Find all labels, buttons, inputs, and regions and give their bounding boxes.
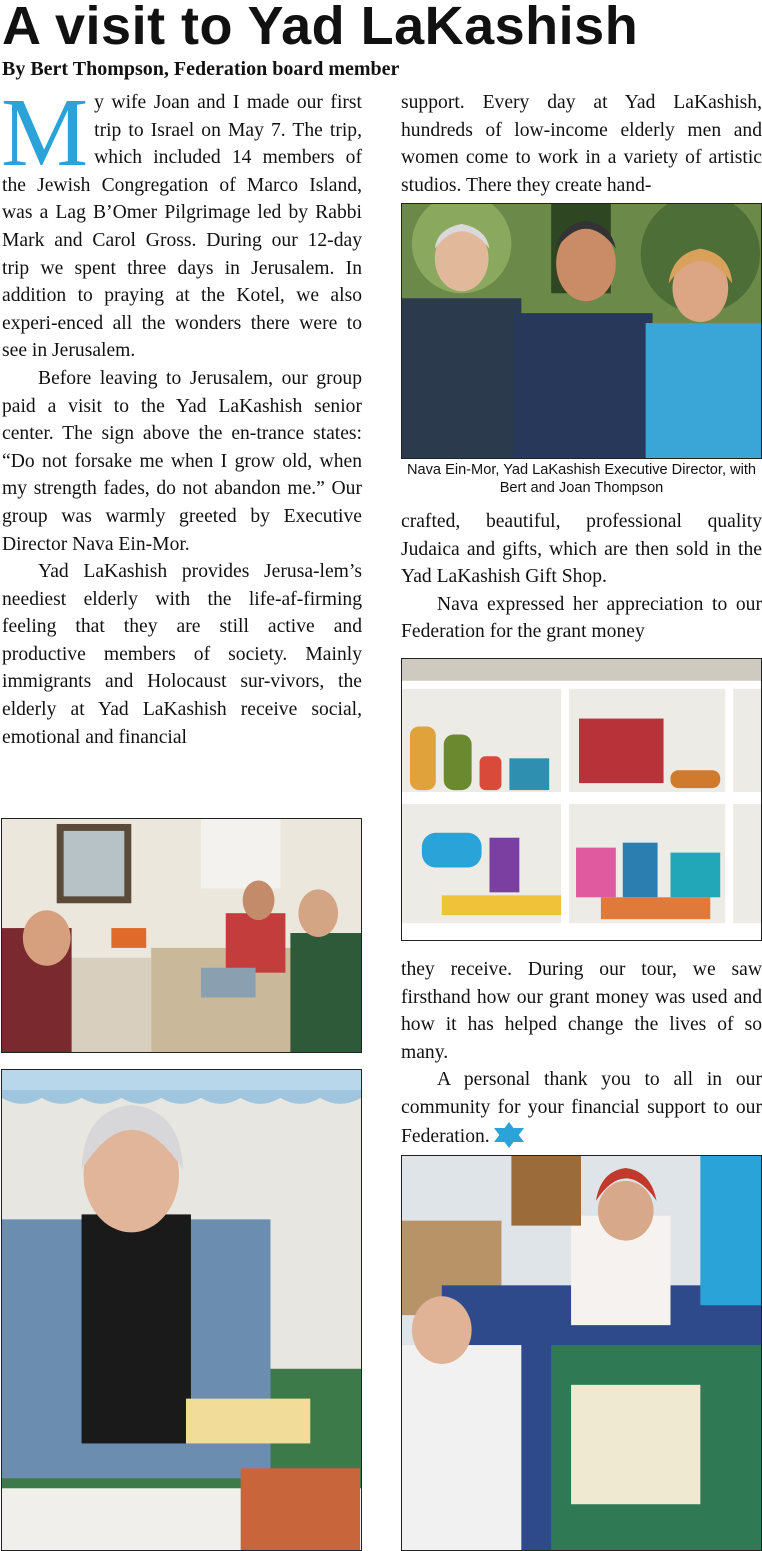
star-of-david-icon (492, 1122, 526, 1148)
paragraph-5 (401, 1066, 762, 1150)
column-2-text-bottom (401, 956, 762, 1150)
photo-woman-crafting (1, 1069, 362, 1551)
paragraph-2: Before leaving to Jerusalem, our group paid a visit to the Yad LaKashish senior center. The sign above the en-trance states: “Do not forsake me when I grow old, when my strength fades, do not abandon me.” Our group was warmly greeted by Executive Director Nava Ein-Mor. (2, 367, 362, 555)
photo-gift-shelves (401, 658, 762, 941)
paragraph-5-body: A personal thank you to all in our community for your financial support to our Federation. (401, 1069, 762, 1147)
paragraph-4: Nava expressed her appreciation to our Federation for the grant money (401, 593, 762, 643)
photo-workshop-table (1, 818, 362, 1053)
paragraph-3-continued-2: crafted, beautiful, professional quality Judaica and gifts, which are then sold in the Yad LaKashish Gift Shop. (401, 511, 762, 588)
photo-thompsons-with-nava (401, 203, 762, 459)
article-byline: By Bert Thompson, Federation board member (2, 58, 400, 80)
paragraph-1-body: y wife Joan and I made our first trip to Israel on May 7. The trip, which included 14 members of the Jewish Congregation of Marco Island, was a Lag B’Omer Pilgrimage led by Rabbi Mark and Carol Gross. During our 12-day trip we spent three days in Jerusalem. In addition to praying at the Kotel, we also experi-enced all the wonders there were to see in Jerusalem. (2, 92, 362, 362)
paragraph-3: Yad LaKashish provides Jerusa-lem’s neediest elderly with the life-af-firming feeling that they are still active and productive members of society. Mainly immigrants and Holocaust sur-vivors, the elderly at Yad LaKashish receive social, emotional and financial (2, 561, 362, 748)
column-2-text-top (401, 89, 762, 199)
column-2-text-middle (401, 508, 762, 646)
photo-painting-class (401, 1155, 762, 1551)
column-1-text (1, 79, 362, 751)
drop-cap: M (1, 79, 89, 187)
photo-caption: Nava Ein-Mor, Yad LaKashish Executive Director, with Bert and Joan Thompson (406, 462, 757, 496)
paragraph-3-continued: support. Every day at Yad LaKashish, hundreds of low-income elderly men and women come to work in a variety of artistic studios. There they create hand- (401, 92, 762, 196)
paragraph-4-continued: they receive. During our tour, we saw firsthand how our grant money was used and how it has helped change the lives of so many. (401, 959, 762, 1063)
article-headline: A visit to Yad LaKashish (2, 0, 639, 56)
paragraph-1 (1, 79, 362, 365)
